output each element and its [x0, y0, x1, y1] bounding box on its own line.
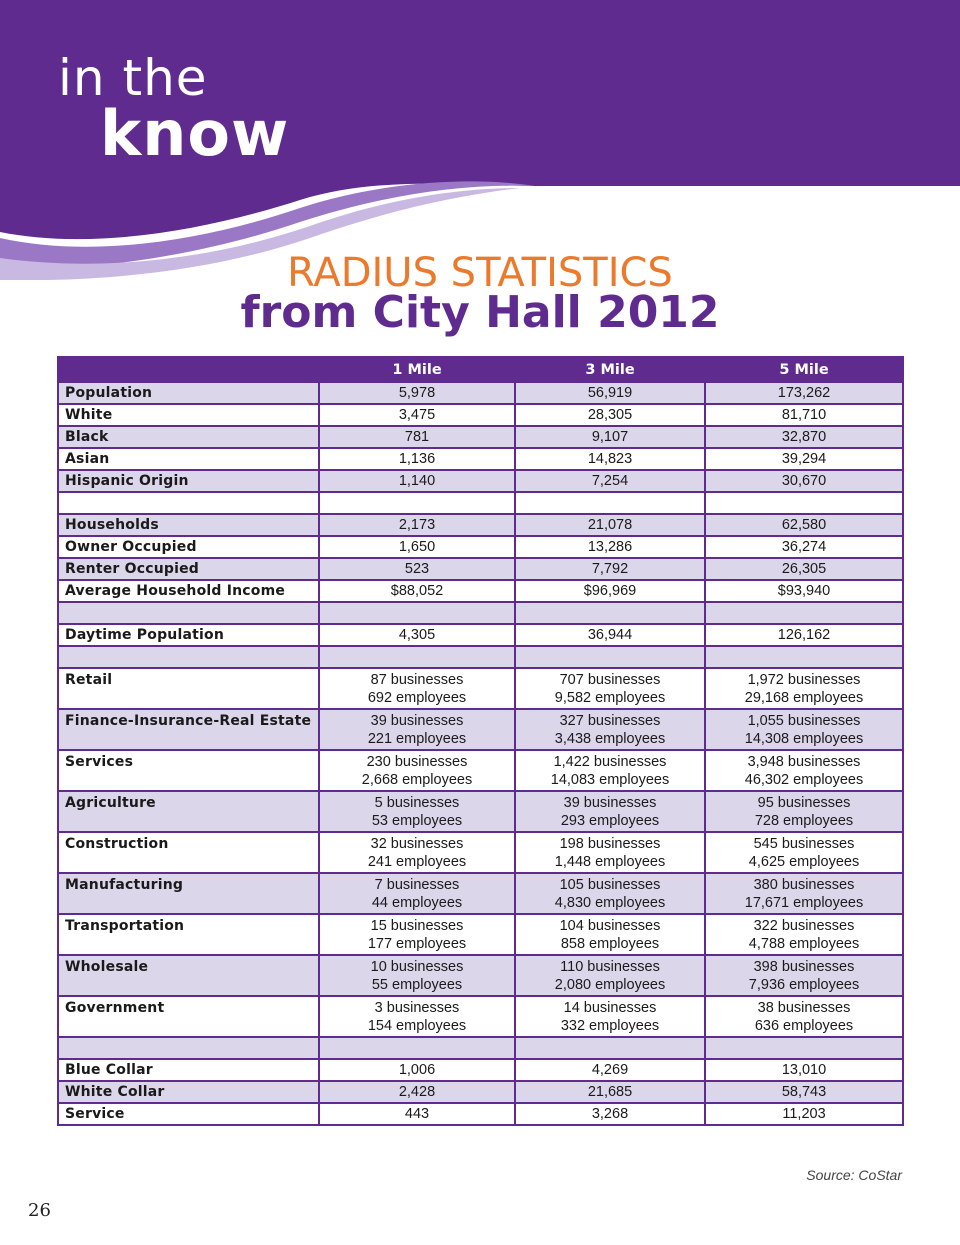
employees-count: 154 employees: [367, 1018, 467, 1034]
row-label: Black: [58, 426, 319, 448]
businesses-count: 398 businesses: [753, 959, 855, 975]
page-subtitle: from City Hall 2012: [240, 287, 720, 338]
cell-5-mile: [705, 832, 903, 873]
spacer-row: [58, 646, 903, 668]
cell-3-mile: 13,286: [515, 536, 705, 558]
cell-3-mile: $96,969: [515, 580, 705, 602]
row-label: Service: [58, 1103, 319, 1125]
cell-5-mile: [705, 914, 903, 955]
cell-3-mile: [515, 791, 705, 832]
spacer-row: [58, 492, 903, 514]
row-label: Transportation: [58, 914, 319, 955]
cell-5-mile: 81,710: [705, 404, 903, 426]
businesses-count: 14 businesses: [563, 1000, 657, 1016]
header-5-mile: 5 Mile: [705, 357, 903, 382]
employees-count: 53 employees: [371, 813, 463, 829]
businesses-count: 39 businesses: [370, 713, 464, 729]
cell-5-mile: $93,940: [705, 580, 903, 602]
cell-1-mile: [319, 996, 515, 1037]
cell-1-mile: 5,978: [319, 382, 515, 404]
cell-3-mile: 21,685: [515, 1081, 705, 1103]
cell-3-mile: [515, 996, 705, 1037]
table-row: [58, 1103, 903, 1125]
businesses-count: 10 businesses: [370, 959, 464, 975]
employees-count: 46,302 employees: [744, 772, 864, 788]
cell-3-mile: [515, 832, 705, 873]
cell-1-mile: 523: [319, 558, 515, 580]
cell-5-mile: 26,305: [705, 558, 903, 580]
table-row: [58, 1059, 903, 1081]
cell-5-mile: 11,203: [705, 1103, 903, 1125]
cell-3-mile: 3,268: [515, 1103, 705, 1125]
table-row: [58, 709, 903, 750]
table-row: [58, 470, 903, 492]
row-label: Government: [58, 996, 319, 1037]
cell-5-mile: [705, 709, 903, 750]
businesses-count: 230 businesses: [366, 754, 468, 770]
cell-3-mile: [515, 955, 705, 996]
cell-5-mile: 32,870: [705, 426, 903, 448]
row-label: Households: [58, 514, 319, 536]
table-row: [58, 426, 903, 448]
cell-1-mile: [319, 750, 515, 791]
cell-5-mile: [705, 750, 903, 791]
businesses-count: 1,422 businesses: [553, 754, 667, 770]
cell-1-mile: [319, 791, 515, 832]
table-row: [58, 624, 903, 646]
employees-count: 14,083 employees: [550, 772, 670, 788]
businesses-count: 15 businesses: [370, 918, 464, 934]
cell-1-mile: [319, 709, 515, 750]
employees-count: 221 employees: [367, 731, 467, 747]
cell-3-mile: 7,792: [515, 558, 705, 580]
businesses-count: 1,972 businesses: [747, 672, 861, 688]
table-row: [58, 1081, 903, 1103]
spacer-row: [58, 602, 903, 624]
cell-3-mile: 4,269: [515, 1059, 705, 1081]
table-row: [58, 996, 903, 1037]
cell-5-mile: 13,010: [705, 1059, 903, 1081]
businesses-count: 3,948 businesses: [747, 754, 861, 770]
row-label: Owner Occupied: [58, 536, 319, 558]
cell-1-mile: [319, 914, 515, 955]
cell-3-mile: 28,305: [515, 404, 705, 426]
cell-5-mile: [705, 791, 903, 832]
employees-count: 2,668 employees: [361, 772, 473, 788]
cell-5-mile: [705, 955, 903, 996]
cell-1-mile: [319, 873, 515, 914]
header-1-mile: 1 Mile: [319, 357, 515, 382]
cell-1-mile: 2,173: [319, 514, 515, 536]
cell-3-mile: [515, 873, 705, 914]
row-label: Renter Occupied: [58, 558, 319, 580]
cell-3-mile: 9,107: [515, 426, 705, 448]
cell-5-mile: [705, 668, 903, 709]
cell-3-mile: [515, 914, 705, 955]
row-label: Daytime Population: [58, 624, 319, 646]
cell-3-mile: 21,078: [515, 514, 705, 536]
employees-count: 9,582 employees: [554, 690, 666, 706]
row-label: White Collar: [58, 1081, 319, 1103]
table-row: [58, 382, 903, 404]
employees-count: 4,830 employees: [554, 895, 666, 911]
businesses-count: 707 businesses: [559, 672, 661, 688]
row-label: Retail: [58, 668, 319, 709]
cell-5-mile: 58,743: [705, 1081, 903, 1103]
row-label: Population: [58, 382, 319, 404]
cell-3-mile: [515, 668, 705, 709]
cell-5-mile: 39,294: [705, 448, 903, 470]
cell-1-mile: [319, 955, 515, 996]
cell-1-mile: 781: [319, 426, 515, 448]
source-note: Source: CoStar: [806, 1167, 902, 1183]
table-row: [58, 750, 903, 791]
table-row: [58, 580, 903, 602]
employees-count: 7,936 employees: [748, 977, 860, 993]
cell-3-mile: [515, 750, 705, 791]
table-row: [58, 832, 903, 873]
brand-logo: [58, 49, 290, 170]
businesses-count: 39 businesses: [563, 795, 657, 811]
cell-5-mile: 173,262: [705, 382, 903, 404]
businesses-count: 5 businesses: [374, 795, 460, 811]
table-row: [58, 914, 903, 955]
cell-5-mile: 30,670: [705, 470, 903, 492]
employees-count: 636 employees: [754, 1018, 854, 1034]
employees-count: 241 employees: [367, 854, 467, 870]
businesses-count: 87 businesses: [370, 672, 464, 688]
cell-1-mile: $88,052: [319, 580, 515, 602]
row-label: Wholesale: [58, 955, 319, 996]
table-row: [58, 791, 903, 832]
employees-count: 44 employees: [371, 895, 463, 911]
businesses-count: 1,055 businesses: [747, 713, 861, 729]
page-title: RADIUS STATISTICS: [287, 250, 673, 296]
employees-count: 4,788 employees: [748, 936, 860, 952]
table-row: [58, 873, 903, 914]
row-label: Services: [58, 750, 319, 791]
employees-count: 4,625 employees: [748, 854, 860, 870]
employees-count: 14,308 employees: [744, 731, 864, 747]
cell-5-mile: [705, 996, 903, 1037]
businesses-count: 198 businesses: [559, 836, 661, 852]
row-label: Finance-Insurance-Real Estate: [58, 709, 319, 750]
cell-3-mile: [515, 709, 705, 750]
cell-3-mile: 36,944: [515, 624, 705, 646]
cell-5-mile: 36,274: [705, 536, 903, 558]
employees-count: 293 employees: [560, 813, 660, 829]
cell-3-mile: 56,919: [515, 382, 705, 404]
employees-count: 3,438 employees: [554, 731, 666, 747]
table-row: [58, 448, 903, 470]
employees-count: 55 employees: [371, 977, 463, 993]
cell-1-mile: 4,305: [319, 624, 515, 646]
businesses-count: 3 businesses: [374, 1000, 460, 1016]
row-label: White: [58, 404, 319, 426]
brand-line2: know: [100, 97, 290, 170]
table-row: [58, 536, 903, 558]
spacer-row: [58, 1037, 903, 1059]
cell-5-mile: [705, 873, 903, 914]
radius-statistics-table: [57, 356, 904, 1126]
cell-1-mile: 1,006: [319, 1059, 515, 1081]
employees-count: 858 employees: [560, 936, 660, 952]
cell-1-mile: 443: [319, 1103, 515, 1125]
employees-count: 692 employees: [367, 690, 467, 706]
cell-5-mile: 126,162: [705, 624, 903, 646]
employees-count: 332 employees: [560, 1018, 660, 1034]
row-label: Agriculture: [58, 791, 319, 832]
employees-count: 1,448 employees: [554, 854, 666, 870]
table-row: [58, 514, 903, 536]
cell-1-mile: [319, 832, 515, 873]
businesses-count: 322 businesses: [753, 918, 855, 934]
table-row: [58, 668, 903, 709]
businesses-count: 327 businesses: [559, 713, 661, 729]
table-header-row: [58, 357, 903, 382]
employees-count: 177 employees: [367, 936, 467, 952]
businesses-count: 38 businesses: [757, 1000, 851, 1016]
table-row: [58, 955, 903, 996]
row-label: Asian: [58, 448, 319, 470]
businesses-count: 380 businesses: [753, 877, 855, 893]
businesses-count: 7 businesses: [374, 877, 460, 893]
cell-1-mile: 3,475: [319, 404, 515, 426]
row-label: Blue Collar: [58, 1059, 319, 1081]
row-label: Manufacturing: [58, 873, 319, 914]
employees-count: 2,080 employees: [554, 977, 666, 993]
cell-1-mile: 1,136: [319, 448, 515, 470]
cell-3-mile: 14,823: [515, 448, 705, 470]
cell-1-mile: 1,140: [319, 470, 515, 492]
businesses-count: 32 businesses: [370, 836, 464, 852]
page-number: 26: [28, 1200, 51, 1221]
cell-5-mile: 62,580: [705, 514, 903, 536]
row-label: Construction: [58, 832, 319, 873]
table-row: [58, 558, 903, 580]
employees-count: 17,671 employees: [744, 895, 864, 911]
businesses-count: 104 businesses: [559, 918, 661, 934]
employees-count: 728 employees: [754, 813, 854, 829]
cell-1-mile: 2,428: [319, 1081, 515, 1103]
businesses-count: 95 businesses: [757, 795, 851, 811]
row-label: Average Household Income: [58, 580, 319, 602]
row-label: Hispanic Origin: [58, 470, 319, 492]
brand-line1: in the: [58, 49, 208, 107]
businesses-count: 545 businesses: [753, 836, 855, 852]
header-3-mile: 3 Mile: [515, 357, 705, 382]
businesses-count: 110 businesses: [560, 959, 660, 975]
header-label: [58, 357, 319, 382]
cell-3-mile: 7,254: [515, 470, 705, 492]
businesses-count: 105 businesses: [559, 877, 661, 893]
table-row: [58, 404, 903, 426]
cell-1-mile: [319, 668, 515, 709]
employees-count: 29,168 employees: [744, 690, 864, 706]
cell-1-mile: 1,650: [319, 536, 515, 558]
